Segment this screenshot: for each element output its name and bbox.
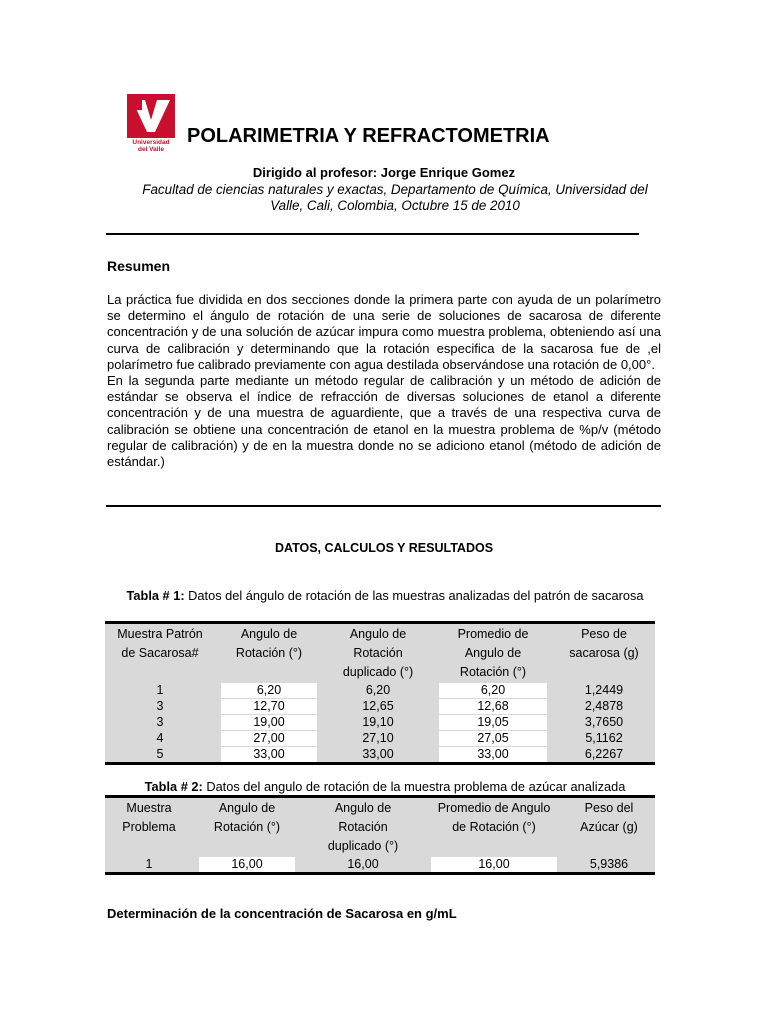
- determinacion-heading: Determinación de la concentración de Sacarosa en g/mL: [107, 906, 457, 921]
- cell-value: 16,00: [431, 857, 557, 872]
- table-cell: 16,00: [347, 857, 379, 871]
- cell-value: 6,20: [439, 683, 547, 698]
- tabla2-header: Muestra Problema: [122, 801, 176, 834]
- cell-value: 19,00: [221, 715, 317, 730]
- cell-value: 27,05: [439, 731, 547, 746]
- cell-value: 16,00: [199, 857, 295, 872]
- tabla1-header: Angulo de Rotación (°): [235, 627, 303, 660]
- resumen-heading: Resumen: [107, 258, 171, 274]
- table-cell: 19,10: [362, 715, 394, 729]
- table-cell: 27,10: [362, 731, 394, 745]
- tabla1-label: Tabla # 1:: [126, 588, 185, 603]
- tabla2-caption-text: Datos del angulo de rotación de la muestra problema de azúcar analizada: [202, 779, 626, 794]
- datos-heading: DATOS, CALCULOS Y RESULTADOS: [274, 541, 494, 555]
- tabla1-header: Muestra Patrón de Sacarosa#: [117, 627, 203, 660]
- table-cell: [215, 714, 323, 730]
- table-row: [105, 714, 655, 730]
- table-cell: 1: [145, 857, 153, 871]
- table-cell: [193, 856, 301, 874]
- tabla1-header: Promedio de Angulo de Rotación (°): [457, 627, 529, 679]
- table-cell: 33,00: [362, 747, 394, 761]
- logo-text-line2: del Valle: [137, 146, 165, 153]
- table-row: [105, 746, 655, 764]
- table-cell: 3: [156, 715, 164, 729]
- university-logo: [127, 94, 175, 158]
- table-cell: [215, 698, 323, 714]
- table-cell: 6,2267: [584, 747, 624, 761]
- document-title: POLARIMETRIA Y REFRACTOMETRIA: [187, 125, 550, 147]
- table-cell: 1,2449: [584, 683, 624, 697]
- tabla1-header: Angulo de Rotación duplicado (°): [342, 627, 414, 679]
- resumen-paragraph-1: La práctica fue dividida en dos secciones donde la primera parte con ayuda de un polarímetro se determino el ángulo de rotación de una serie de soluciones de sacarosa de diferente concentración y de una solución de azúcar impura como muestra problema, obteniendo así una curva de calibración y determinando que la rotación especifica de la sacarosa fue de ,el polarímetro fue calibrado previamente con agua destilada observándose una rotación de 0,00°.: [107, 292, 661, 372]
- divider-top: [106, 233, 639, 235]
- table-cell: 3: [156, 699, 164, 713]
- cell-value: 33,00: [439, 747, 547, 762]
- tabla2-label: Tabla # 2:: [144, 779, 203, 794]
- tabla2-header: Angulo de Rotación duplicado (°): [327, 801, 399, 853]
- table-cell: [433, 730, 553, 746]
- table-cell: 5: [156, 747, 164, 761]
- table-cell: [425, 856, 563, 874]
- table-row: [105, 856, 655, 874]
- tabla1-caption: [120, 588, 650, 603]
- table-cell: [215, 730, 323, 746]
- table-row: [105, 698, 655, 714]
- faculty-line: Facultad de ciencias naturales y exactas, Departamento de Química, Universidad del Valle, Cali, Colombia, Octubre 15 de 2010: [142, 182, 648, 213]
- cell-value: 27,00: [221, 731, 317, 746]
- tabla1: [105, 621, 655, 765]
- cell-value: 19,05: [439, 715, 547, 730]
- table-cell: [215, 682, 323, 698]
- table-cell: [433, 714, 553, 730]
- tabla1-caption-text: Datos del ángulo de rotación de las muestras analizadas del patrón de sacarosa: [184, 588, 644, 603]
- logo-v-emblem-icon: [127, 94, 175, 138]
- tabla2-caption: [100, 779, 670, 794]
- resumen-paragraph-2: En la segunda parte mediante un método regular de calibración y un método de adición de estándar se observa el índice de refracción de diversas soluciones de etanol a diferente concentración y de una muestra de aguardiente, que a través de una respectiva curva de calibración se obtiene una concentración de etanol en la muestra problema de %p/v (método regular de calibración) y de en la muestra donde no se adiciono etanol (método de adición de estándar.): [107, 373, 661, 470]
- table-cell: [433, 698, 553, 714]
- table-cell: [433, 746, 553, 764]
- table-row: [105, 682, 655, 698]
- cell-value: 12,70: [221, 699, 317, 714]
- table-cell: 1: [156, 683, 164, 697]
- cell-value: 33,00: [221, 747, 317, 762]
- resumen-body: [107, 292, 661, 470]
- table-cell: 12,65: [362, 699, 394, 713]
- cell-value: 12,68: [439, 699, 547, 714]
- table-cell: [433, 682, 553, 698]
- cell-value: 6,20: [221, 683, 317, 698]
- tabla2-header: Promedio de Angulo de Rotación (°): [437, 801, 551, 834]
- tabla2-header: Angulo de Rotación (°): [213, 801, 281, 834]
- tabla2: [105, 795, 655, 875]
- table-cell: 6,20: [365, 683, 391, 697]
- tabla2-header: Peso del Azúcar (g): [580, 801, 638, 834]
- table-cell: 3,7650: [584, 715, 624, 729]
- table-cell: 5,9386: [589, 857, 629, 871]
- tabla1-header: Peso de sacarosa (g): [569, 627, 639, 660]
- table-cell: 4: [156, 731, 164, 745]
- divider-bottom: [106, 505, 661, 507]
- table-cell: 5,1162: [585, 731, 623, 745]
- professor-line: Dirigido al profesor: Jorge Enrique Gomez: [252, 165, 516, 180]
- table-row: [105, 730, 655, 746]
- logo-text-line1: Universidad: [132, 139, 170, 146]
- table-cell: [215, 746, 323, 764]
- table-cell: 2,4878: [584, 699, 624, 713]
